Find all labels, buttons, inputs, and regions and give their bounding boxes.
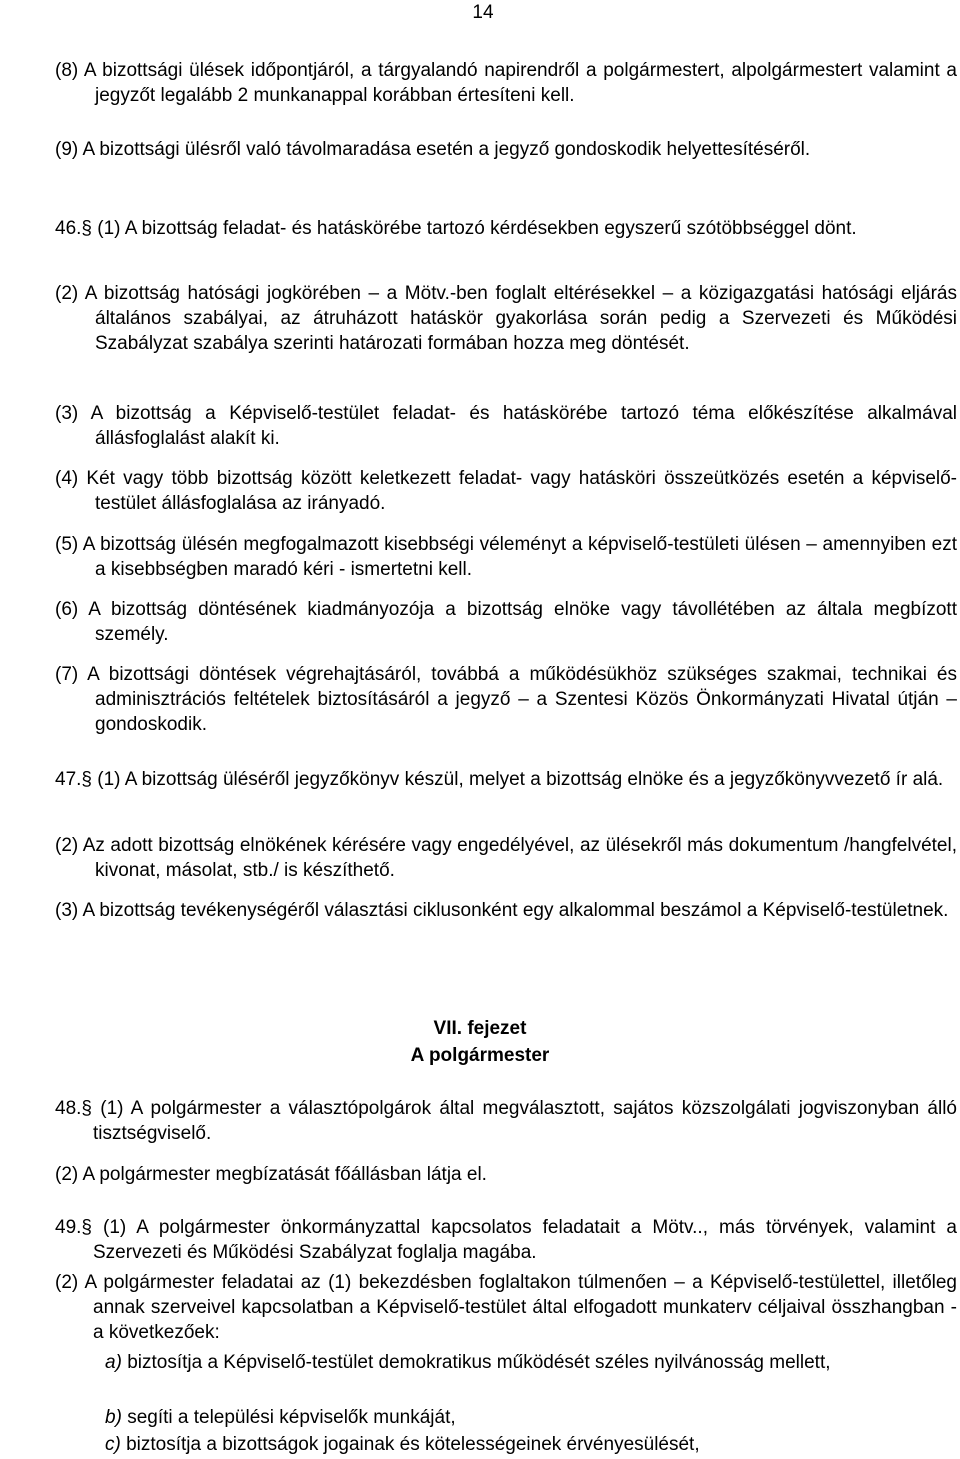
section-47-paragraph-1: 47.§ (1) A bizottság üléséről jegyzőkönyv készül, melyet a bizottság elnöke és a jegyzőkönyvvezető ír alá.	[55, 769, 944, 790]
section-48-paragraph-2: (2) A polgármester megbízatását főállásban látja el.	[55, 1164, 487, 1185]
list-item	[105, 1350, 957, 1375]
list-item	[105, 1405, 957, 1430]
page-number: 14	[472, 2, 494, 23]
section-49-paragraph-2: (2) A polgármester feladatai az (1) bekezdésben foglaltakon túlmenően – a Képviselő-testülettel, illetőleg annak szerveivel kapcsolatban a Képviselő-testület által elfogadott munkaterv céljaival összhangban - a következőek:	[55, 1272, 957, 1343]
section-47-paragraph-2: (2) Az adott bizottság elnökének kérésére vagy engedélyével, az ülésekről más dokumentum /hangfelvétel, kivonat, másolat, stb./ is készíthető.	[55, 835, 957, 881]
paragraph-45-9: (9) A bizottsági ülésről való távolmaradása esetén a jegyző gondoskodik helyettesítéséről.	[55, 139, 811, 160]
section-46-paragraph-5: (5) A bizottság ülésén megfogalmazott kisebbségi véleményt a képviselő-testületi ülésen – amennyiben ezt a kisebbségben maradó kéri - ismertetni kell.	[55, 534, 957, 580]
list-item-letter: b)	[105, 1407, 122, 1428]
list-item-text: segíti a települési képviselők munkáját,	[127, 1407, 456, 1428]
section-49-paragraph-1: 49.§ (1) A polgármester önkormányzattal kapcsolatos feladatait a Mötv.., más törvények, valamint a Szervezeti és Működési Szabályzat foglalja magába.	[55, 1217, 957, 1263]
chapter-number: VII. fejezet	[433, 1018, 527, 1039]
section-46-paragraph-7: (7) A bizottsági döntések végrehajtásáról, továbbá a működésükhöz szükséges szakmai, technikai és adminisztrációs feltételek biztosításáról a jegyző – a Szentesi Közös Önkormányzati Hivatal útján – gondoskodik.	[55, 664, 957, 735]
section-47-paragraph-3: (3) A bizottság tevékenységéről választási ciklusonként egy alkalommal beszámol a Képviselő-testületnek.	[55, 900, 949, 921]
list-item-letter: a)	[105, 1352, 122, 1373]
section-48-paragraph-1: 48.§ (1) A polgármester a választópolgárok által megválasztott, sajátos közszolgálati jogviszonyban álló tisztségviselő.	[55, 1098, 957, 1144]
section-46-paragraph-1: 46.§ (1) A bizottság feladat- és hatáskörébe tartozó kérdésekben egyszerű szótöbbséggel dönt.	[55, 218, 857, 239]
list-item-text: biztosítja a bizottságok jogainak és kötelességeinek érvényesülését,	[126, 1434, 700, 1455]
chapter-title: A polgármester	[410, 1045, 550, 1066]
paragraph-45-8: (8) A bizottsági ülések időpontjáról, a tárgyalandó napirendről a polgármestert, alpolgármestert valamint a jegyzőt legalább 2 munkanappal korábban értesíteni kell.	[55, 60, 957, 106]
section-46-paragraph-6: (6) A bizottság döntésének kiadmányozója a bizottság elnöke vagy távollétében az általa megbízott személy.	[55, 599, 957, 645]
section-46-paragraph-3: (3) A bizottság a Képviselő-testület feladat- és hatáskörébe tartozó téma előkészítése alkalmával állásfoglalást alakít ki.	[55, 403, 957, 449]
list-item	[105, 1432, 957, 1457]
section-46-paragraph-2: (2) A bizottság hatósági jogkörében – a Mötv.-ben foglalt eltérésekkel – a közigazgatási hatósági eljárás általános szabályai, az átruházott hatáskör gyakorlása során pedig a Szervezeti és Működési Szabályzat szabálya szerinti határozati formában hozza meg döntését.	[55, 283, 957, 354]
section-46-paragraph-4: (4) Két vagy több bizottság között keletkezett feladat- vagy hatásköri összeütközés esetén a képviselő-testület állásfoglalása az irányadó.	[55, 468, 957, 514]
list-item-text: biztosítja a Képviselő-testület demokratikus működését széles nyilvánosság mellett,	[127, 1352, 831, 1373]
list-item-letter: c)	[105, 1434, 121, 1455]
